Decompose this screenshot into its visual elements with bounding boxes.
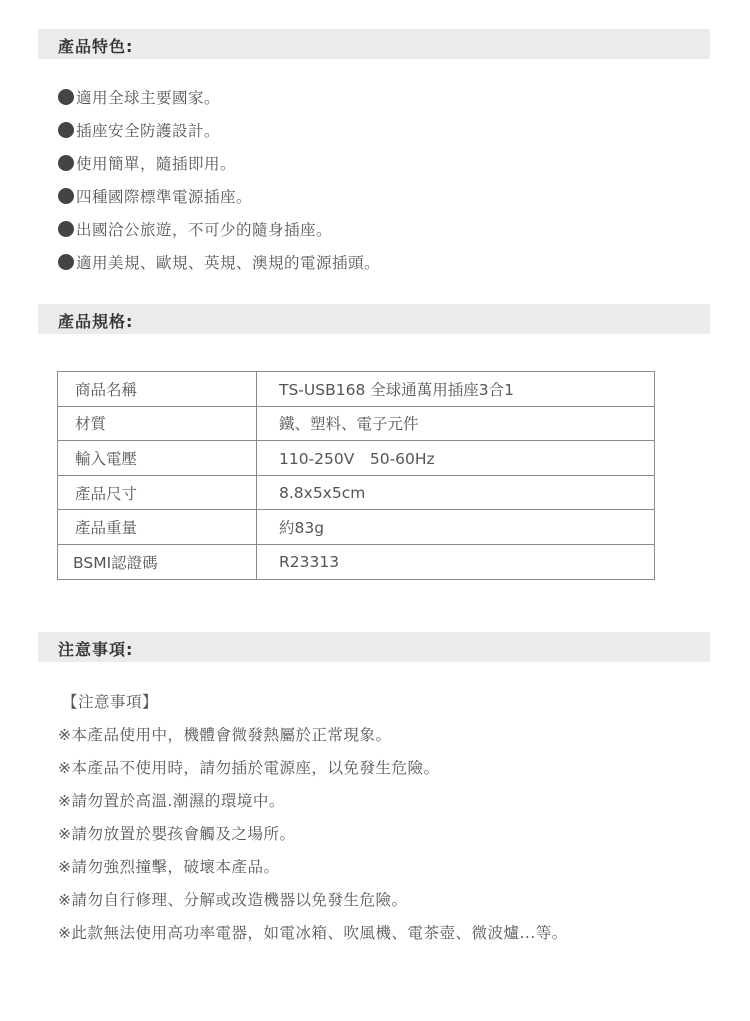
bullet-icon — [58, 155, 74, 171]
bullet-icon — [58, 122, 74, 138]
note-item: ※請勿置於高溫.潮濕的環境中。 — [58, 791, 285, 810]
spec-value: 約83g — [257, 510, 655, 545]
spec-value: 鐵、塑料、電子元件 — [257, 406, 655, 441]
bullet-icon — [58, 89, 74, 105]
notes-list — [58, 684, 568, 948]
table-row — [58, 406, 655, 441]
feature-item — [58, 80, 380, 113]
specs-heading: 產品規格: — [58, 312, 134, 331]
table-row — [58, 510, 655, 545]
table-row — [58, 475, 655, 510]
spec-label: 產品尺寸 — [58, 475, 257, 510]
notes-title: 【注意事項】 — [62, 692, 159, 711]
feature-item — [58, 212, 380, 245]
note-item: ※此款無法使用高功率電器，如電冰箱、吹風機、電茶壺、微波爐...等。 — [58, 923, 568, 942]
features-header — [38, 29, 710, 59]
spec-value: R23313 — [257, 544, 655, 579]
bullet-icon — [58, 188, 74, 204]
spec-value: 110-250V 50-60Hz — [257, 441, 655, 476]
spec-label: 輸入電壓 — [58, 441, 257, 476]
note-item: ※本產品不使用時，請勿插於電源座，以免發生危險。 — [58, 758, 440, 777]
spec-value: 8.8x5x5cm — [257, 475, 655, 510]
note-item: ※請勿放置於嬰孩會觸及之場所。 — [58, 824, 296, 843]
table-row — [58, 441, 655, 476]
features-list — [58, 80, 380, 278]
spec-table — [57, 371, 655, 580]
notes-header — [38, 632, 710, 662]
features-heading: 產品特色: — [58, 37, 134, 56]
spec-value: TS-USB168 全球通萬用插座3合1 — [257, 372, 655, 407]
note-item: ※請勿強烈撞擊，破壞本產品。 — [58, 857, 280, 876]
feature-item — [58, 113, 380, 146]
feature-text: 四種國際標準電源插座。 — [76, 187, 253, 206]
table-row — [58, 544, 655, 579]
feature-text: 適用美規、歐規、英規、澳規的電源插頭。 — [76, 253, 381, 272]
spec-label: 產品重量 — [58, 510, 257, 545]
spec-label: BSMI認證碼 — [58, 544, 257, 579]
spec-label: 材質 — [58, 406, 257, 441]
feature-item — [58, 245, 380, 278]
feature-text: 出國洽公旅遊，不可少的隨身插座。 — [76, 220, 333, 239]
feature-text: 插座安全防護設計。 — [76, 121, 221, 140]
feature-item — [58, 179, 380, 212]
note-item: ※本產品使用中，機體會微發熱屬於正常現象。 — [58, 725, 392, 744]
specs-header — [38, 304, 710, 334]
table-row — [58, 372, 655, 407]
feature-item — [58, 146, 380, 179]
notes-heading: 注意事項: — [58, 640, 134, 659]
feature-text: 適用全球主要國家。 — [76, 88, 221, 107]
feature-text: 使用簡單，隨插即用。 — [76, 154, 237, 173]
note-item: ※請勿自行修理、分解或改造機器以免發生危險。 — [58, 890, 408, 909]
spec-label: 商品名稱 — [58, 372, 257, 407]
bullet-icon — [58, 221, 74, 237]
bullet-icon — [58, 254, 74, 270]
